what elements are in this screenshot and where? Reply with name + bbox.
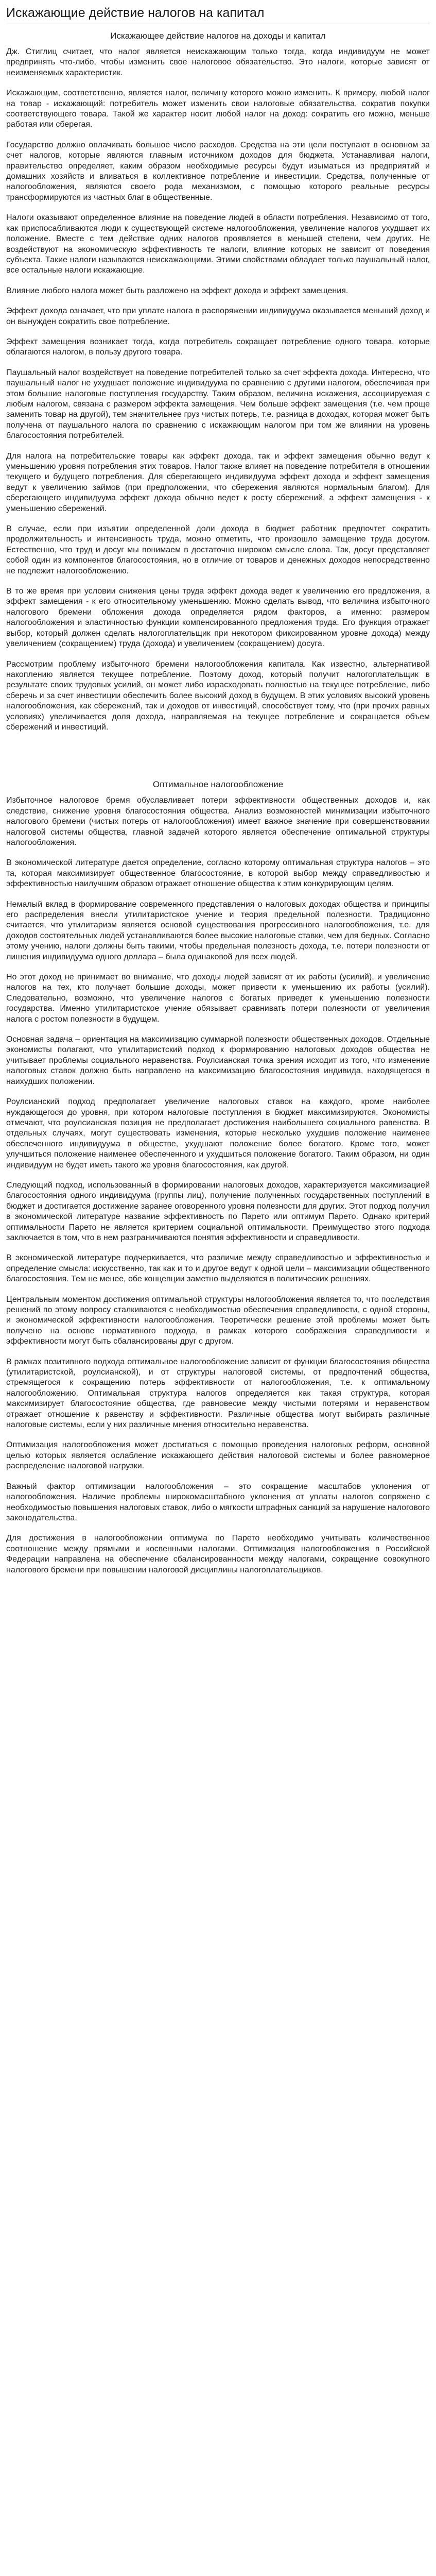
paragraph: Искажающим, соответственно, является налог, величину которого можно изменить. К примеру, любой налог на товар - искажающий: потребитель может изменить свои налоговые обязательства, сократив покупки соответствующего товара. Такой же характер носит любой налог на доход: сократить его можно, меньше работая или сберегая. [6, 89, 430, 129]
paragraph: Роулсианский подход предполагает увеличение налоговых ставок на каждого, кроме наиболее нуждающегося до уровня, при котором налоговые поступления в бюджет максимизируются. Экономисты отмечают, что роулсианская позиция не предполагает достижения наибольшего социального равенства. В отдельных случаях, могут существовать изменения, которые несколько ухудшив положение наименее обеспеченного индивидуума в обществе, ухудшают положение более богатого. Кроме того, может улучшиться положение наименее обеспеченного и ухудшиться положение богатого. Таким образом, ни один индивидуум не будет иметь такого же уровня благосостояния, как другой. [6, 1097, 430, 1170]
section-2-body [6, 795, 430, 1575]
paragraph: Центральным моментом достижения оптимальной структуры налогообложения является то, что последствия решений по этому вопросу сталкиваются с необходимостью обеспечения справедливости, с одной стороны, и экономической эффективности налогообложения. Теоретически решение этой проблемы может быть получено на основе нормативного подхода, в рамках которого соображения справедливости и эффективности могут быть сбалансированы друг с другом. [6, 1295, 430, 1346]
paragraph: В то же время при условии снижения цены труда эффект дохода ведет к увеличению его предложения, а эффект замещения - к его относительному уменьшению. Можно сделать вывод, что величина избыточного налогового бремени обложения дохода определяется рядом факторов, а именно: размером налогообложения и эластичностью функции компенсированного предложения труда. Его функция отражает выбор, который должен сделать налогоплательщик при некотором фиксированном уровне дохода) между увеличением (сокращением) труда (дохода) и увеличением (сокращением) досуга. [6, 587, 430, 649]
paragraph: Основная задача – ориентация на максимизацию суммарной полезности общественных доходов. Отдельные экономисты полагают, что утилитаристский подход к формированию налоговых доходов общества не учитывает проблемы социального неравенства. Роулсианская точка зрения исходит из того, что изменение налоговых ставок должно быть направлено на максимизацию благосостояния индивида, находящегося в наихудших положении. [6, 1035, 430, 1086]
paragraph: Оптимизация налогообложения может достигаться с помощью проведения налоговых реформ, основной целью которых является ослабление искажающего действия налоговой системы и более равномерное распределение налоговой нагрузки. [6, 1440, 430, 1471]
page-title: Искажающие действие налогов на капитал [6, 6, 265, 20]
paragraph: Налоги оказывают определенное влияние на поведение людей в области потребления. Независимо от того, как приспосабливаются люди к существующей системе налогообложения, увеличение налогов ухудшает их положение. Вместе с тем действие одних налогов проявляется в меньшей степени, чем других. Не воздействуют на экономическую эффективность те налоги, влияние которых не зависит от поведения субъекта. Такие налоги называются неискажающими. Этими свойствами обладает только паушальный налог, все остальные налоги искажающие. [6, 213, 430, 275]
paragraph: Но этот доход не принимает во внимание, что доходы людей зависят от их работы (усилий), и увеличение налогов на тех, кто получает большие доходы, может привести к уменьшению их работы (усилий). Следовательно, возможно, что увеличение налогов с богатых приведет к уменьшению полезности государства. Именно утилитаристское учение обязывает сравнивать потери полезности от увеличения налога с ростом полезности в будущем. [6, 973, 430, 1024]
paragraph: В экономической литературе подчеркивается, что различие между справедливостью и эффективностью и определение смысла: искусственно, так как и то и другое ведут к одной цели – максимизации общественного благосостояния. Тем не менее, обе концепции заметно выделяются в политических решениях. [6, 1253, 430, 1284]
section-1-subtitle: Искажающее действие налогов на доходы и капитал [110, 31, 326, 41]
paragraph: Важный фактор оптимизации налогообложения – это сокращение масштабов уклонения от налогообложения. Наличие проблемы широкомасштабного уклонения от уплаты налогов сопряжено с необходимостью повышения налоговых ставок, либо о мягкости штрафных санкций за нарушение налогового законодательства. [6, 1482, 430, 1522]
paragraph: Рассмотрим проблему избыточного бремени налогообложения капитала. Как известно, альтернативой накоплению является текущее потребление. Поэтому доход, который получит налогоплательщик в результате своих трудовых усилий, он может либо израсходовать полностью на текущее потребление, либо сберечь и за счет инвестиции обеспечить более высокий доход в будущем. В этих условиях высокий уровень налогообложения, как сбережений, так и доходов от инвестиций, способствует тому, что (при прочих равных условиях) увеличивается доля дохода, направляемая на текущее потребление и сокращается объем сбережений и инвестиций. [6, 659, 430, 732]
paragraph: Эффект дохода означает, что при уплате налога в распоряжении индивидуума оказывается меньший доход и он вынужден сократить свое потребление. [6, 307, 430, 326]
paragraph: Паушальный налог воздействует на поведение потребителей только за счет эффекта дохода. Интересно, что паушальный налог не ухудшает положение индивидуума по сравнению с другими налогом, обеспечивая при этом большие налоговые поступления государству. Таким образом, величина искажения, ассоциируемая с любым налогом, связана с размером эффекта замещения. Чем больше эффект замещения (т.е. чем проще заменить товар на другой), тем значительнее груз чистых потерь, т.е. разница в доходах, которая может быть получена от паушального налога по сравнению с искажающим налогом при том же влиянии на уровень благосостояния потребителей. [6, 368, 430, 440]
paragraph: В рамках позитивного подхода оптимальное налогообложение зависит от функции благосостояния общества (утилитаристской, роулсианской), и от структуры налоговой системы, от предпочтений общества, стремящегося к сокращению потерь эффективности от налогообложения, т.е. к оптимальному налогообложению. Оптимальная структура налогов определяется как такая структура, которая максимизирует благосостояние общества, где равновесие между чистыми потерями и неравенством отражает отношение к равенству и эффективности. Различные общества могут выбирать различные налоговые системы, если у них различные мнения относительно неравенства. [6, 1357, 430, 1430]
paragraph: Дж. Стиглиц считает, что налог является неискажающим только тогда, когда индивидуум не может предпринять что-либо, чтобы изменить свое налоговое обязательство. Это налоги, которые зависят от неизменяемых характеристик. [6, 47, 430, 77]
paragraph: Влияние любого налога может быть разложено на эффект дохода и эффект замещения. [6, 286, 348, 295]
section-2-title: Оптимальное налогообложение [152, 779, 284, 790]
paragraph: Немалый вклад в формирование современного представления о налоговых доходах общества и принципы его распределения внесли утилитаристское учение и теория предельной полезности. Традиционно считается, что утилитаризм является основой существования прогрессивного налогообложения, т.е. для доходов состоятельных людей устанавливаются более высокие налоговые ставки, чем для бедных. Согласно этому учению, налоги должны быть такими, чтобы предельная полезность дохода, т.е. потери полезности от лишения индивидуума одного доллара – была одинаковой для всех людей. [6, 900, 430, 961]
paragraph: В случае, если при изъятии определенной доли дохода в бюджет работник предпочтет сократить продолжительность и интенсивность труда, можно отметить, что произошло замещение труда досугом. Естественно, что труд и досуг мы понимаем в достаточно широком смысле слова. Так, досуг представляет собой один из компонентов благосостояния, но в отличие от товаров и денежных доходов непосредственно не подлежит налогообложению. [6, 524, 430, 575]
paragraph: Эффект замещения возникает тогда, когда потребитель сокращает потребление одного товара, которые облагаются налогом, в пользу другого товара. [6, 337, 430, 357]
paragraph: Следующий подход, использованный в формировании налоговых доходов, характеризуется максимизацией благосостояния одного индивидуума (группы лиц), получение полученных государственных поступлений в бюджет и достигается достижение заранее оговоренного уровня полезности для других. Этот подход получил в экономической литературе название эффективность по Парето или оптимум Парето. Однако критерий оптимальности Парето не является критерием социальной оптимальности. Преимущество этого подхода заключается в том, что в нем разграничиваются понятия эффективности и справедливости. [6, 1180, 430, 1242]
paragraph: Избыточное налоговое бремя обуславливает потери эффективности общественных доходов и, как следствие, снижение уровня благосостояния общества. Анализ возможностей минимизации избыточного налогового бремени (чистых потерь от налогообложения) имеет важное значение при совершенствовании налоговой системы общества, главной задачей которого является обеспечение оптимальной структуры налогообложения. [6, 796, 430, 847]
paragraph: Для налога на потребительские товары как эффект дохода, так и эффект замещения обычно ведут к уменьшению уровня потребления этих товаров. Налог также влияет на поведение потребителя в отношении текущего и будущего потребления. Для сберегающего индивидуума эффект дохода и эффект замещения ведут к увеличению займов (при предположении, что сбережения являются нормальным благом). Для сберегающего индивидуума эффект дохода обычно ведет к росту сбережений, а эффект замещения - к уменьшению сбережений. [6, 451, 430, 513]
section-1-body [6, 47, 430, 733]
paragraph: В экономической литературе дается определение, согласно которому оптимальная структура налогов – это та, которая максимизирует общественное благосостояние, в которой выбор между справедливостью и эффективностью наилучшим образом отражает отношение общества к этим конкурирующим целям. [6, 858, 430, 889]
paragraph: Для достижения в налогообложении оптимума по Парето необходимо учитывать количественное соотношение между прямыми и косвенными налогами. Оптимизация налогообложения в Российской Федерации направлена на обеспечение сбалансированности между налогами, сокращение совокупного налогового бремени при повышении налоговой дисциплины налогоплательщиков. [6, 1534, 430, 1574]
paragraph: Государство должно оплачивать большое число расходов. Средства на эти цели поступают в основном за счет налогов, которые являются главным источником доходов для бюджета. Устанавливая налоги, правительство определяет, каким образом необходимые ресурсы будут изыматься из предприятий и домашних хозяйств и вливаться в коллективное потребление и инвестиции. Средства, полученные от налогообложения, являются своего рода механизмом, с помощью которого реальные ресурсы трансформируются из частных благ в общественные. [6, 140, 430, 202]
